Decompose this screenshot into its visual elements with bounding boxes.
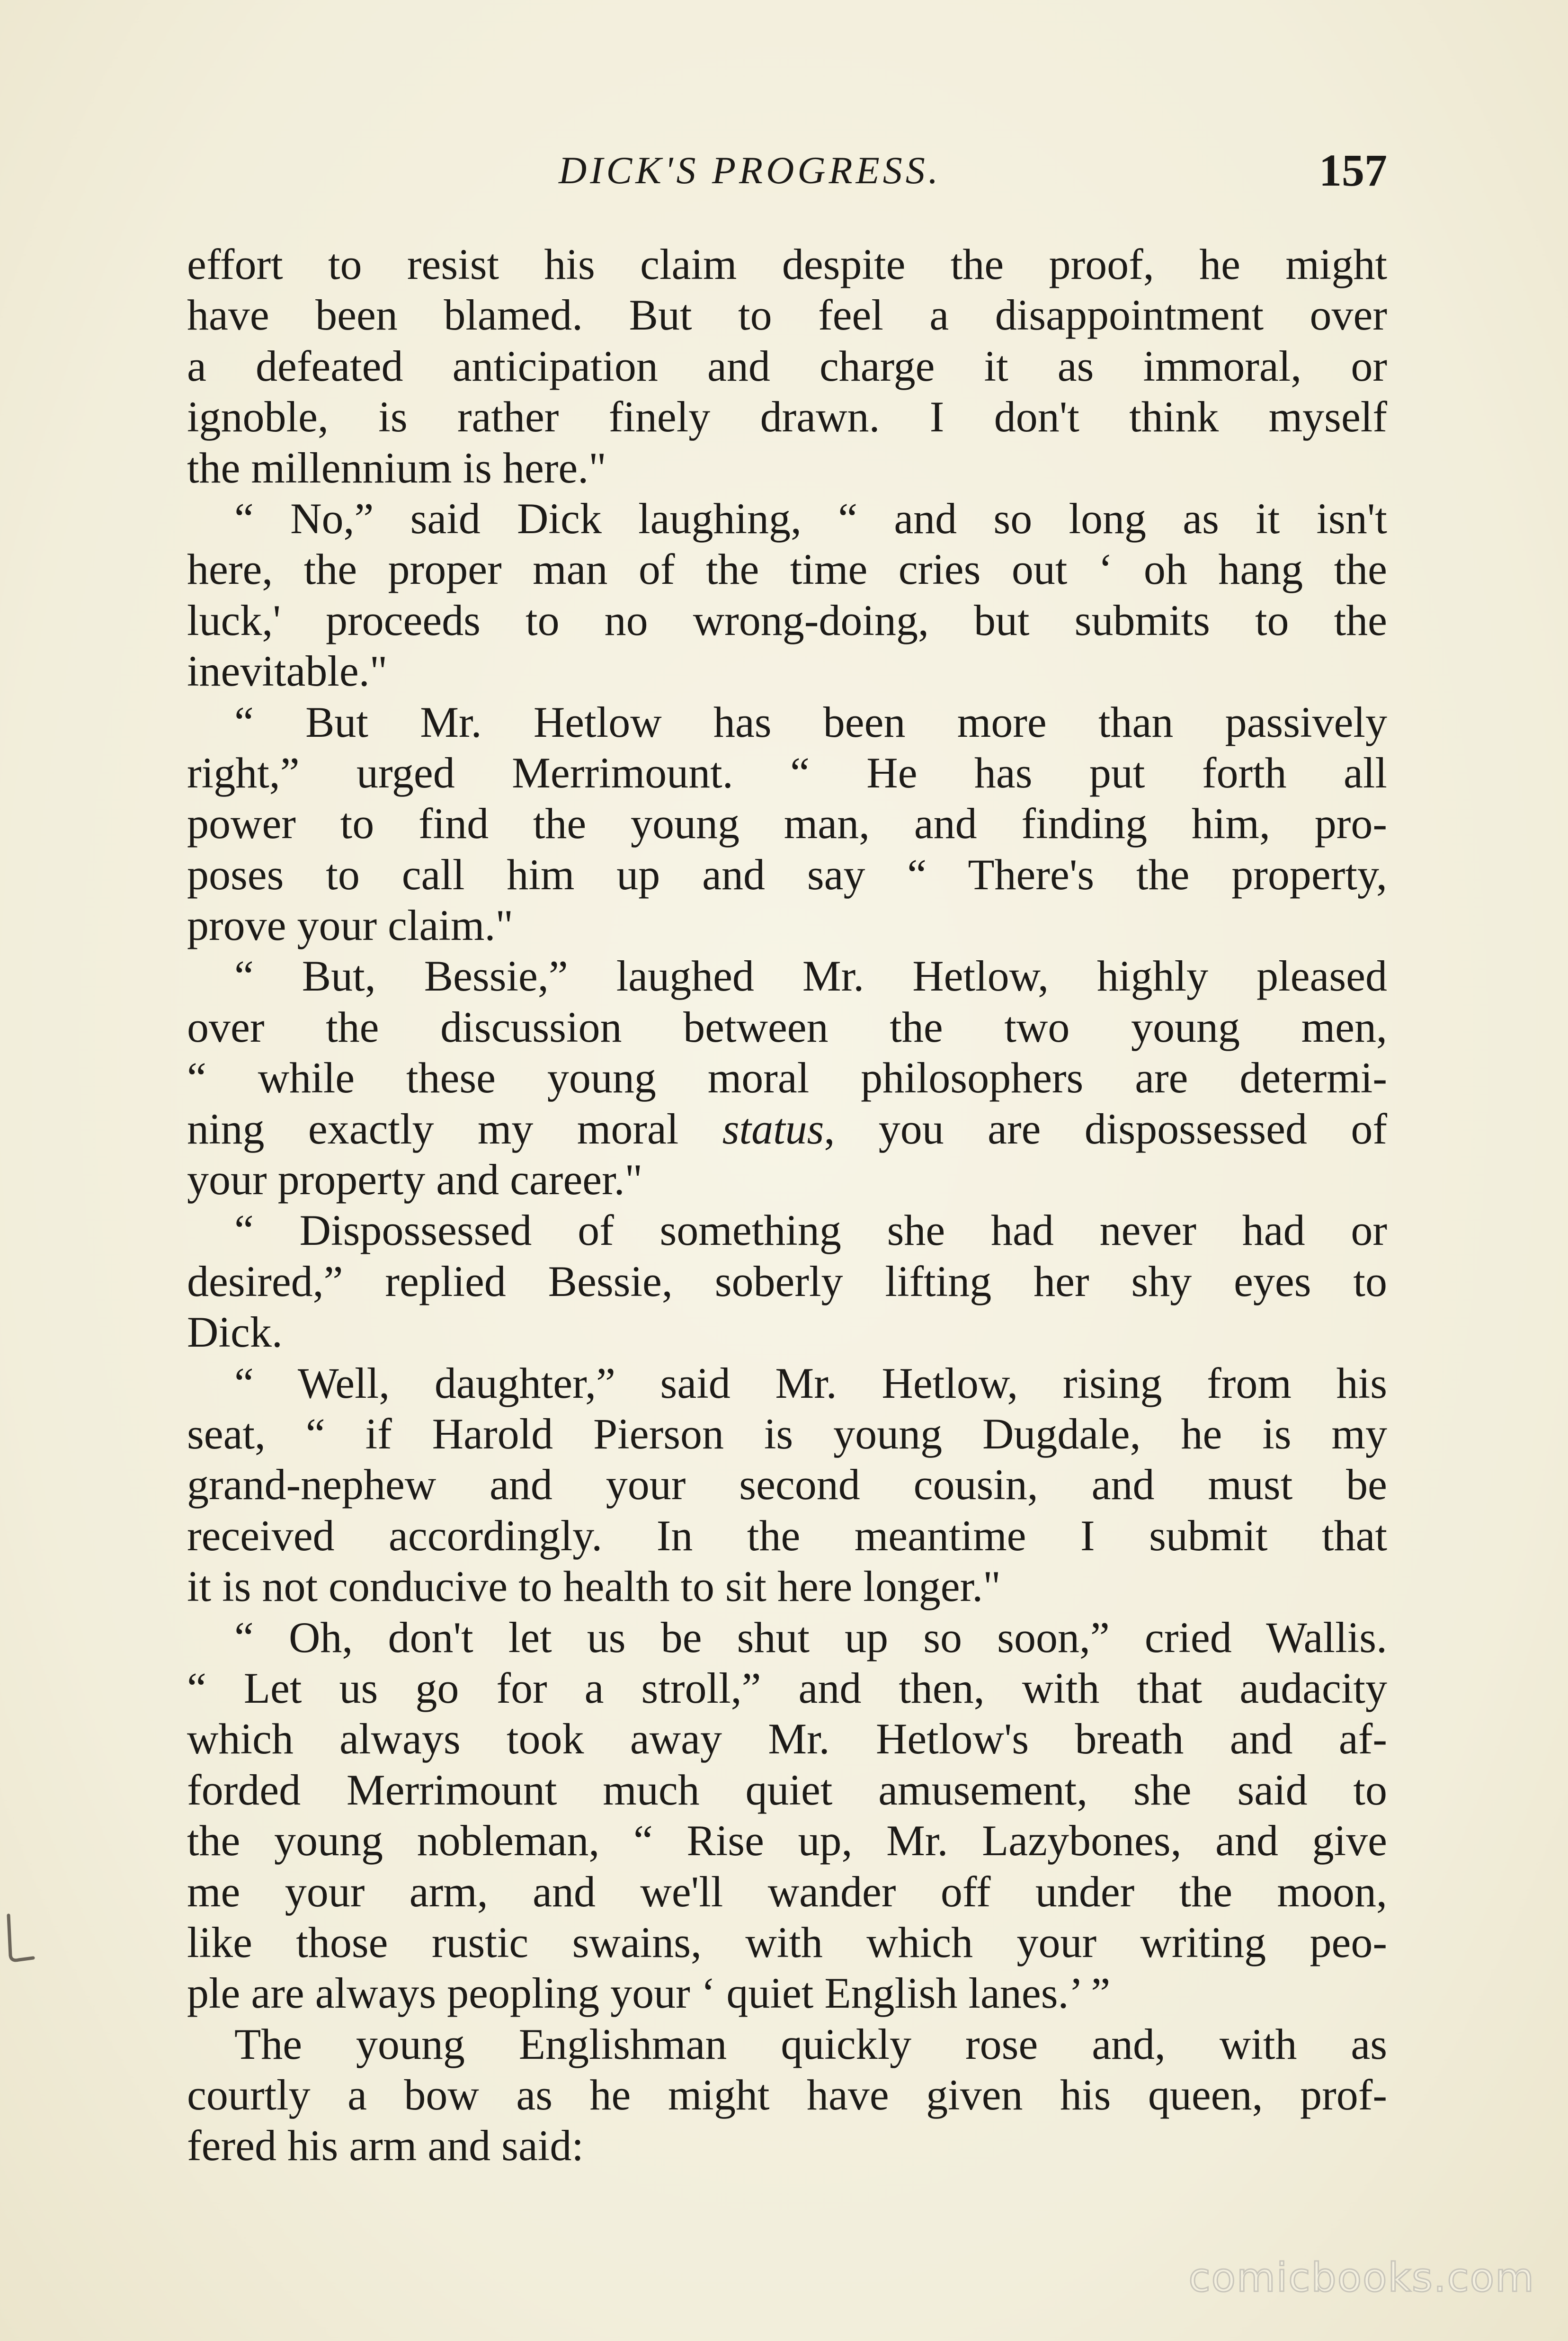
text-line: prove your claim."	[187, 901, 514, 950]
text-line: the young nobleman, “ Rise up, Mr. Lazybones, and give	[187, 1816, 1387, 1865]
text-line: your property and career."	[187, 1155, 643, 1204]
text-line: “ Oh, don't let us be shut up so soon,” cried Wallis.	[234, 1613, 1387, 1662]
text-line: “ But Mr. Hetlow has been more than passively	[234, 697, 1387, 746]
text-line: forded Merrimount much quiet amusement, she said to	[187, 1765, 1387, 1814]
text-line: “ Dispossessed of something she had never had or	[234, 1206, 1387, 1255]
text-line: ple are always peopling your ‘ quiet English lanes.’ ”	[187, 1969, 1111, 2018]
running-title: DICK'S PROGRESS.	[559, 149, 942, 192]
text-line: grand-nephew and your second cousin, and must be	[187, 1460, 1387, 1509]
text-line: “ while these young moral philosophers are determi-	[187, 1054, 1387, 1102]
text-line: Dick.	[187, 1308, 283, 1357]
text-line: “ Well, daughter,” said Mr. Hetlow, rising from his	[234, 1358, 1387, 1407]
body-text	[187, 239, 1387, 2171]
text-line: have been blamed. But to feel a disappointment over	[187, 291, 1387, 340]
text-line: right,” urged Merrimount. “ He has put forth all	[187, 748, 1387, 797]
text-line: ning exactly my moral status, you are dispossessed of	[187, 1104, 1387, 1153]
watermark: comicbooks.com	[1188, 2254, 1535, 2301]
text-line: received accordingly. In the meantime I submit that	[187, 1511, 1387, 1560]
margin-pencil-mark	[0, 1911, 38, 1967]
text-line: power to find the young man, and finding him, pro-	[187, 799, 1387, 848]
text-line: fered his arm and said:	[187, 2121, 584, 2170]
text-line: “ No,” said Dick laughing, “ and so long as it isn't	[234, 494, 1387, 543]
text-line: effort to resist his claim despite the proof, he might	[187, 240, 1387, 288]
page-number: 157	[1319, 145, 1387, 196]
page-header	[187, 142, 1387, 199]
text-line: it is not conducive to health to sit here longer."	[187, 1562, 1001, 1611]
text-line: “ But, Bessie,” laughed Mr. Hetlow, highly pleased	[234, 952, 1387, 1001]
text-line: me your arm, and we'll wander off under the moon,	[187, 1867, 1387, 1916]
text-line: the millennium is here."	[187, 443, 606, 492]
text-line: poses to call him up and say “ There's the property,	[187, 850, 1387, 899]
text-line: which always took away Mr. Hetlow's breath and af-	[187, 1715, 1387, 1763]
text-line: here, the proper man of the time cries out ‘ oh hang the	[187, 545, 1387, 594]
text-line: The young Englishman quickly rose and, with as	[234, 2019, 1387, 2068]
text-line: like those rustic swains, with which your writing peo-	[187, 1918, 1387, 1966]
text-line: a defeated anticipation and charge it as immoral, or	[187, 341, 1387, 390]
text-line: over the discussion between the two young men,	[187, 1002, 1387, 1051]
text-line: inevitable."	[187, 647, 388, 696]
text-line: courtly a bow as he might have given his queen, prof-	[187, 2071, 1387, 2119]
text-line: desired,” replied Bessie, soberly lifting her shy eyes to	[187, 1257, 1387, 1305]
text-line: seat, “ if Harold Pierson is young Dugdale, he is my	[187, 1409, 1387, 1458]
text-line: “ Let us go for a stroll,” and then, with that audacity	[187, 1663, 1387, 1712]
text-line: luck,' proceeds to no wrong-doing, but submits to the	[187, 596, 1387, 644]
text-line: ignoble, is rather finely drawn. I don't think myself	[187, 393, 1387, 441]
